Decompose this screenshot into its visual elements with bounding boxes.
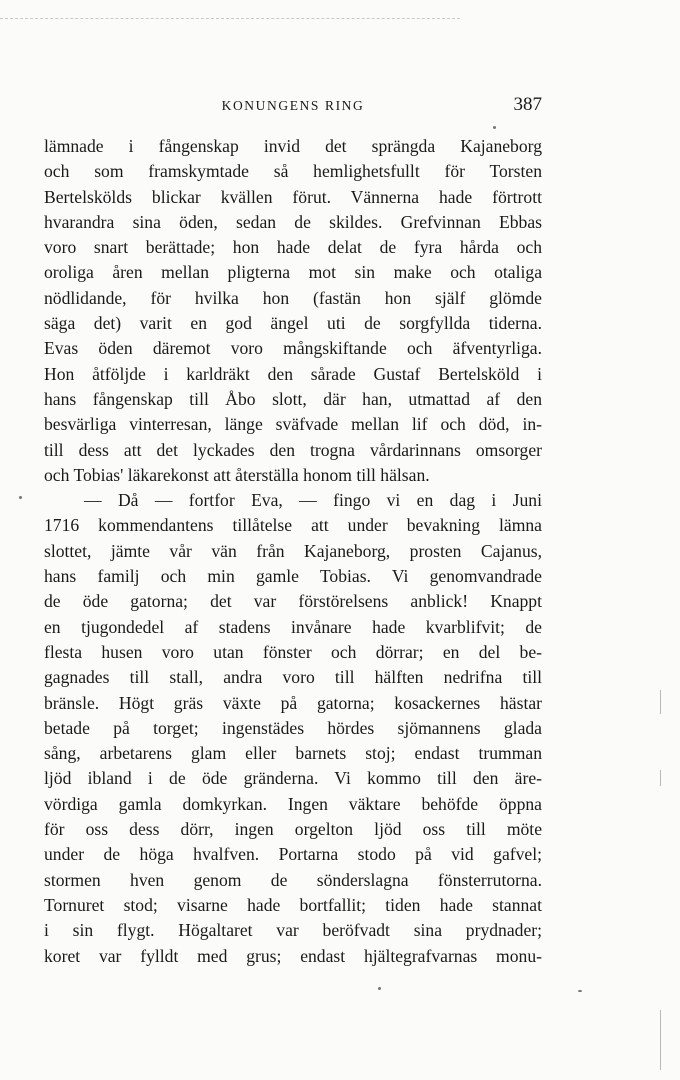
text-line: stormen hven genom de sönderslagna fönsterrutorna.	[44, 869, 542, 890]
text-line: betade på torget; ingenstädes hördes sjömannens glada	[44, 717, 542, 738]
text-line: flesta husen voro utan fönster och dörrar; en del be-	[44, 641, 542, 662]
text-line: ljöd ibland i de öde gränderna. Vi kommo till den äre-	[44, 768, 542, 789]
text-line: bränsle. Högt gräs växte på gatorna; kosackernes hästar	[44, 692, 542, 713]
scan-edge-mark	[660, 690, 661, 714]
text-line: sång, arbetarens glam eller barnets stoj; endast trumman	[44, 743, 542, 764]
top-edge-rule	[0, 18, 460, 19]
text-line: Tornuret stod; visarne hade bortfallit; tiden hade stannat	[44, 894, 542, 915]
text-line: de öde gatorna; det var förstörelsens anblick! Knappt	[44, 591, 542, 612]
text-line: och som framskymtade så hemlighetsfullt för Torsten	[44, 161, 542, 182]
text-line: för oss dess dörr, ingen orgelton ljöd oss till möte	[44, 819, 542, 840]
text-line: vördiga gamla domkyrkan. Ingen väktare behöfde öppna	[44, 793, 542, 814]
running-head: KONUNGENS RING	[221, 98, 365, 113]
text-line: till dess att det lyckades den trogna vårdarinnans omsorger	[44, 439, 542, 460]
text-line: hans fångenskap till Åbo slott, där han, utmattad af den	[44, 388, 542, 409]
body-text	[44, 134, 542, 969]
text-line: under de höga hvalfven. Portarna stodo på vid gafvel;	[44, 844, 542, 865]
text-line: oroliga åren mellan pligterna mot sin make och otaliga	[44, 262, 542, 283]
scan-speck	[578, 990, 582, 992]
page-number: 387	[513, 94, 542, 115]
text-line: besvärliga vinterresan, länge sväfvade mellan lif och död, in-	[44, 414, 542, 435]
scan-speck	[19, 496, 22, 499]
text-line: voro snart berättade; hon hade delat de fyra hårda och	[44, 237, 542, 258]
scan-speck	[378, 987, 381, 990]
text-line: Bertelskölds blickar kvällen förut. Vännerna hade förtrott	[44, 186, 542, 207]
text-line: koret var fylldt med grus; endast hjältegrafvarnas monu-	[44, 945, 542, 966]
text-line: — Då — fortfor Eva, — fingo vi en dag i Juni	[84, 490, 542, 511]
text-line: Evas öden däremot voro mångskiftande och äfventyrliga.	[44, 338, 542, 359]
text-line: gagnades till stall, andra voro till hälften nedrifna till	[44, 667, 542, 688]
page-header	[44, 94, 542, 118]
text-line: säga det) varit en god ängel uti de sorgfyllda tiderna.	[44, 313, 542, 334]
text-line: Hon åtföljde i karldräkt den sårade Gustaf Bertelsköld i	[44, 363, 542, 384]
text-line: i sin flygt. Högaltaret var beröfvadt sina prydnader;	[44, 920, 542, 941]
scan-speck	[493, 126, 496, 129]
text-line: 1716 kommendantens tillåtelse att under bevakning lämna	[44, 515, 542, 536]
text-line: en tjugondedel af stadens invånare hade kvarblifvit; de	[44, 616, 542, 637]
text-line: hans familj och min gamle Tobias. Vi genomvandrade	[44, 566, 542, 587]
scan-edge-mark	[660, 770, 661, 786]
text-line: slottet, jämte vår vän från Kajaneborg, prosten Cajanus,	[44, 540, 542, 561]
text-line: hvarandra sina öden, sedan de skildes. Grefvinnan Ebbas	[44, 211, 542, 232]
text-line: nödlidande, för hvilka hon (fastän hon själf glömde	[44, 287, 542, 308]
text-line: och Tobias' läkarekonst att återställa honom till hälsan.	[44, 464, 430, 485]
scan-edge-mark	[660, 1010, 661, 1070]
text-line: lämnade i fångenskap invid det sprängda Kajaneborg	[44, 136, 542, 156]
